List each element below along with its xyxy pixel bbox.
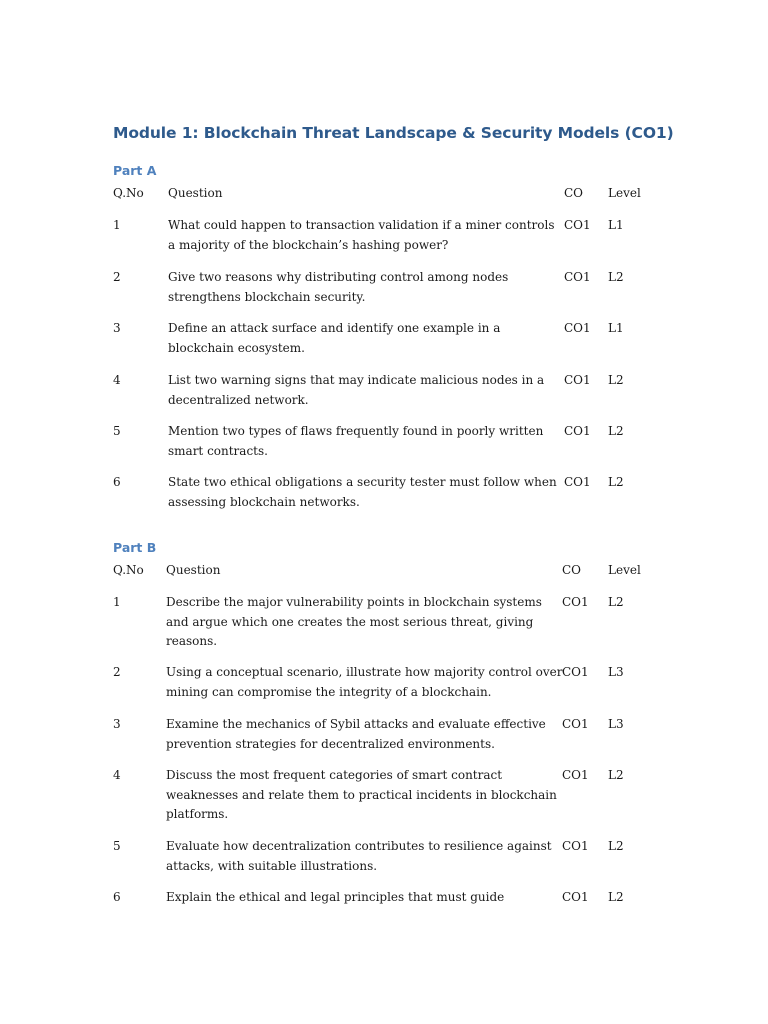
blooms-level: L2 bbox=[608, 839, 624, 853]
course-outcome: CO1 bbox=[564, 270, 591, 284]
blooms-level: L3 bbox=[608, 665, 624, 679]
question-number: 1 bbox=[113, 218, 121, 232]
course-outcome: CO1 bbox=[562, 890, 589, 904]
question-number: 2 bbox=[113, 270, 121, 284]
question-number: 5 bbox=[113, 424, 121, 438]
blooms-level: L2 bbox=[608, 768, 624, 782]
course-outcome: CO1 bbox=[562, 595, 589, 609]
course-outcome: CO1 bbox=[562, 839, 589, 853]
module-title: Module 1: Blockchain Threat Landscape & Security Models (CO1) bbox=[113, 124, 674, 142]
question-text-line: and argue which one creates the most serious threat, giving bbox=[166, 614, 534, 629]
question-text-line: Explain the ethical and legal principles that must guide bbox=[166, 890, 505, 904]
question-number: 6 bbox=[113, 890, 121, 904]
course-outcome: CO1 bbox=[564, 424, 591, 438]
question-text-line: Define an attack surface and identify one example in a bbox=[168, 321, 501, 335]
column-header-qno: Q.No bbox=[113, 186, 144, 200]
question-text-line: Mention two types of flaws frequently found in poorly written bbox=[168, 424, 544, 438]
question-number: 1 bbox=[113, 595, 121, 609]
column-header-question: Question bbox=[168, 186, 223, 200]
course-outcome: CO1 bbox=[564, 475, 591, 489]
blooms-level: L3 bbox=[608, 717, 624, 731]
column-header-qno: Q.No bbox=[113, 563, 144, 577]
course-outcome: CO1 bbox=[564, 321, 591, 335]
blooms-level: L2 bbox=[608, 595, 624, 609]
column-header-level: Level bbox=[608, 186, 641, 200]
column-header-question: Question bbox=[166, 563, 221, 577]
question-text-line: blockchain ecosystem. bbox=[168, 340, 305, 355]
question-text-line: decentralized network. bbox=[168, 392, 309, 407]
part-a-heading: Part A bbox=[113, 163, 157, 178]
column-header-co: CO bbox=[562, 563, 582, 577]
column-header-level: Level bbox=[608, 563, 641, 577]
course-outcome: CO1 bbox=[562, 665, 589, 679]
course-outcome: CO1 bbox=[564, 373, 591, 387]
course-outcome: CO1 bbox=[564, 218, 591, 232]
question-number: 6 bbox=[113, 475, 121, 489]
question-text-line: Discuss the most frequent categories of smart contract bbox=[166, 768, 503, 782]
question-text-line: reasons. bbox=[166, 634, 218, 648]
course-outcome: CO1 bbox=[562, 768, 589, 782]
question-text-line: prevention strategies for decentralized environments. bbox=[166, 736, 495, 751]
blooms-level: L2 bbox=[608, 270, 624, 284]
question-text-line: attacks, with suitable illustrations. bbox=[166, 858, 378, 873]
question-number: 3 bbox=[113, 321, 121, 335]
question-text-line: strengthens blockchain security. bbox=[168, 289, 366, 304]
question-text-line: weaknesses and relate them to practical incidents in blockchain bbox=[166, 787, 557, 802]
blooms-level: L2 bbox=[608, 424, 624, 438]
question-text-line: a majority of the blockchain’s hashing power? bbox=[168, 237, 449, 252]
part-b-heading: Part B bbox=[113, 540, 157, 555]
question-number: 5 bbox=[113, 839, 121, 853]
question-number: 2 bbox=[113, 665, 121, 679]
blooms-level: L1 bbox=[608, 218, 624, 232]
question-text-line: Using a conceptual scenario, illustrate how majority control over bbox=[166, 665, 563, 679]
question-text-line: mining can compromise the integrity of a blockchain. bbox=[166, 684, 492, 699]
course-outcome: CO1 bbox=[562, 717, 589, 731]
blooms-level: L2 bbox=[608, 890, 624, 904]
question-text-line: platforms. bbox=[166, 807, 229, 821]
question-text-line: State two ethical obligations a security tester must follow when bbox=[168, 475, 557, 489]
question-number: 4 bbox=[113, 768, 121, 782]
blooms-level: L1 bbox=[608, 321, 624, 335]
question-text-line: What could happen to transaction validation if a miner controls bbox=[168, 218, 555, 232]
column-header-co: CO bbox=[564, 186, 584, 200]
blooms-level: L2 bbox=[608, 373, 624, 387]
question-text-line: Describe the major vulnerability points in blockchain systems bbox=[166, 595, 542, 609]
question-text-line: assessing blockchain networks. bbox=[168, 494, 360, 509]
question-text-line: Give two reasons why distributing control among nodes bbox=[168, 270, 509, 284]
question-text-line: smart contracts. bbox=[168, 443, 268, 458]
question-text-line: Evaluate how decentralization contributes to resilience against bbox=[166, 839, 552, 853]
question-text-line: List two warning signs that may indicate malicious nodes in a bbox=[168, 373, 545, 387]
question-number: 4 bbox=[113, 373, 121, 387]
question-text-line: Examine the mechanics of Sybil attacks and evaluate effective bbox=[166, 717, 546, 731]
blooms-level: L2 bbox=[608, 475, 624, 489]
question-number: 3 bbox=[113, 717, 121, 731]
